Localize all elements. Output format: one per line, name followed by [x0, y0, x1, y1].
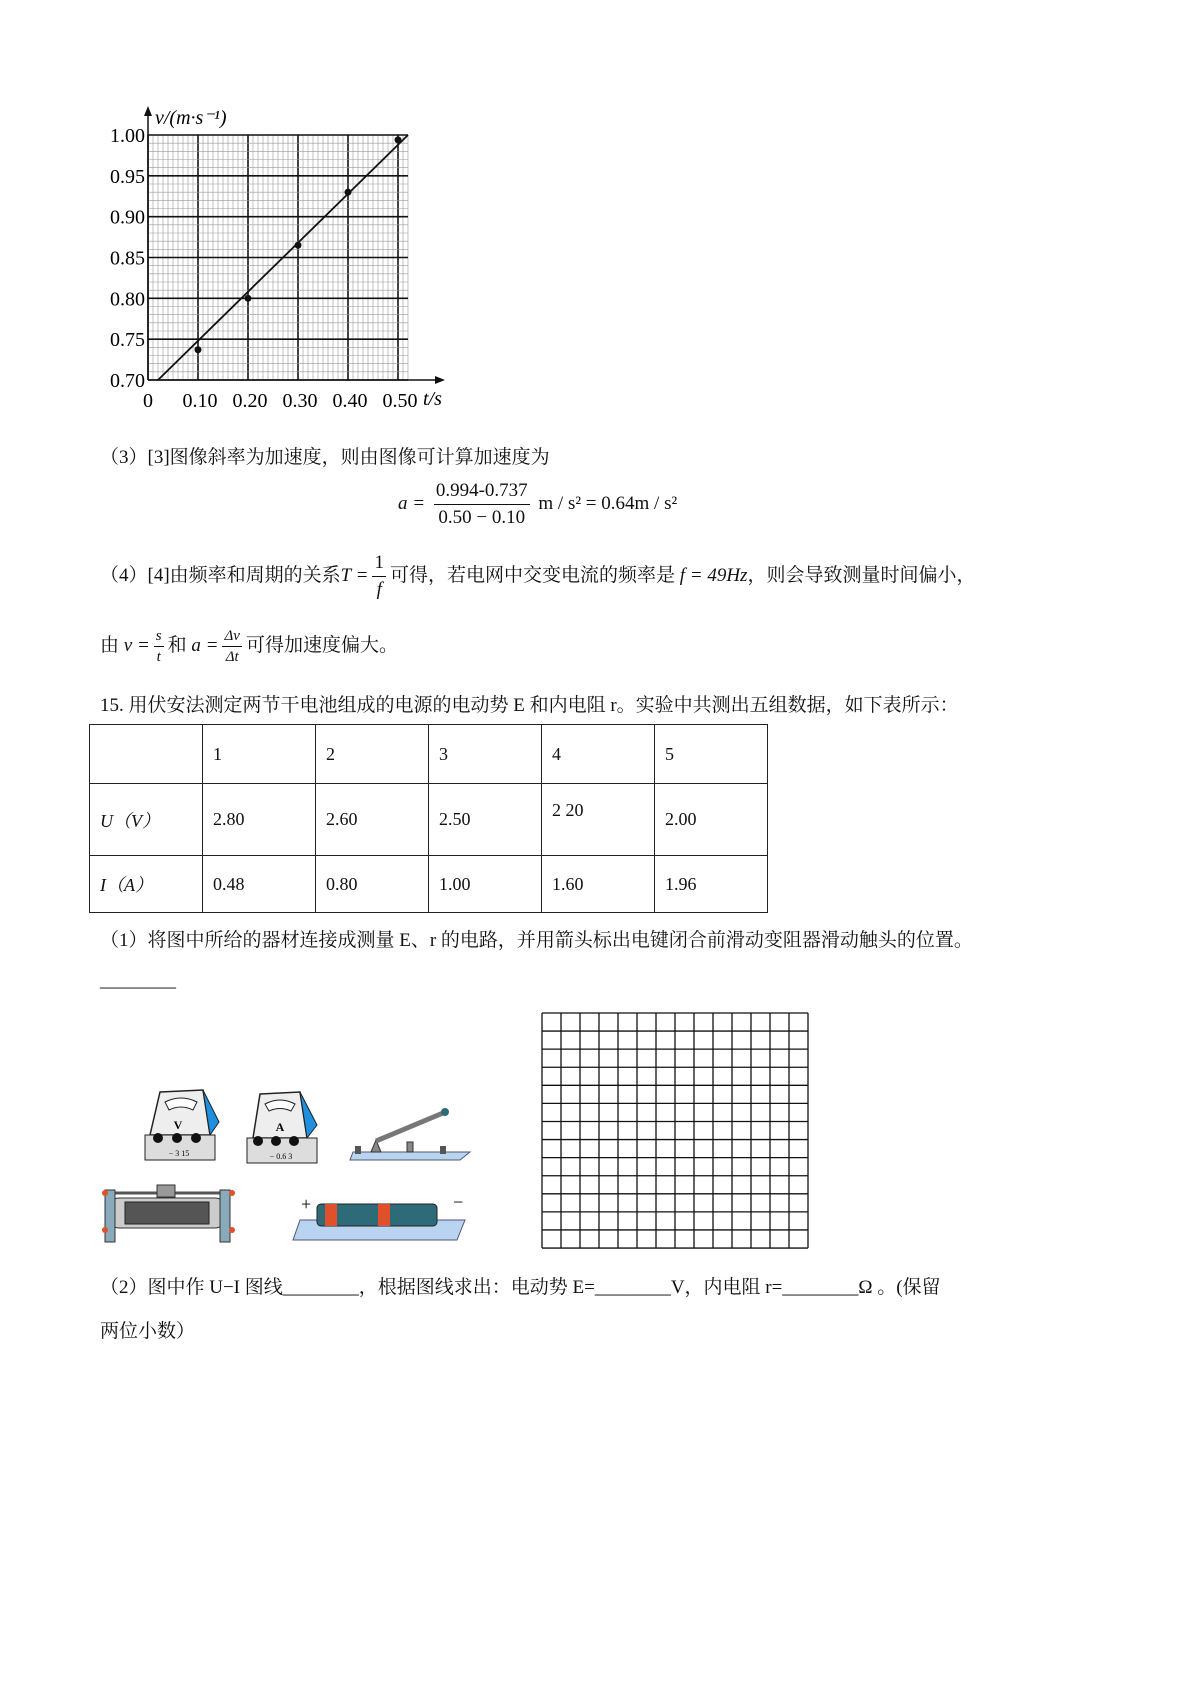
ammeter-icon	[247, 1092, 317, 1163]
y-tick-label: 0.75	[110, 329, 145, 352]
y-tick-label: 0.95	[110, 165, 145, 188]
question-15-part2-cont: 两位小数）	[100, 1321, 196, 1342]
origin-label: 0	[143, 390, 153, 412]
y-axis-arrow	[144, 106, 152, 116]
x-tick-label: 0.40	[332, 390, 368, 412]
table-row	[90, 856, 768, 913]
x-axis-label: t/s	[423, 388, 442, 410]
table-cell: 2 20	[542, 784, 655, 856]
table-cell: 1.60	[542, 856, 655, 913]
ammeter-label: A	[275, 1120, 285, 1134]
part4-conclusion	[100, 626, 398, 667]
table-row	[90, 784, 768, 856]
x-tick-label: 0.30	[282, 390, 318, 412]
table-cell: 2.80	[203, 784, 316, 856]
question-15-part1: （1）将图中所给的器材连接成测量 E、r 的电路，并用箭头标出电键闭合前滑动变阻器滑动触头的位置。	[100, 930, 973, 951]
p4-one: 1	[372, 550, 386, 577]
y-tick-label: 0.85	[110, 247, 145, 270]
table-cell	[90, 725, 203, 784]
y-tick-label: 1.00	[110, 125, 145, 147]
p5-a: 由	[100, 634, 120, 656]
battery-minus-label: −	[453, 1192, 464, 1212]
data-point	[345, 189, 352, 196]
x-tick-label: 0.50	[382, 390, 418, 412]
velocity-time-chart	[95, 100, 455, 420]
y-tick-label: 0.70	[110, 370, 145, 392]
p4-a: （4）[4]由频率和周期的关系	[100, 564, 341, 586]
table-cell: U（V）	[90, 784, 203, 856]
p4-c: ，则会导致测量时间偏小，	[747, 564, 976, 586]
question-15: 15. 用伏安法测定两节干电池组成的电源的电动势 E 和内电阻 r。实验中共测出五组数据，如下表所示：	[100, 695, 959, 716]
data-point	[195, 346, 202, 353]
eq-a: a =	[398, 492, 426, 514]
acceleration-equation	[398, 478, 677, 531]
answer-blank: ________	[100, 970, 176, 991]
rheostat-icon	[102, 1185, 235, 1242]
table-header-row	[90, 725, 768, 784]
p5-aeq: a =	[191, 634, 219, 656]
data-point	[395, 136, 402, 143]
table-cell: 1	[203, 725, 316, 784]
ammeter-terminals: − 0.6 3	[269, 1152, 293, 1161]
switch-icon	[350, 1108, 470, 1160]
p4-f49: f = 49Hz	[679, 564, 748, 586]
data-point	[245, 295, 252, 302]
table-cell: 3	[429, 725, 542, 784]
p5-t: t	[156, 649, 161, 665]
table-cell: 2.50	[429, 784, 542, 856]
p4-T: T =	[340, 564, 369, 586]
data-table	[89, 724, 768, 913]
p5-s: s	[154, 626, 164, 647]
table-cell: 2.00	[655, 784, 768, 856]
y-axis-label: v/(m·s⁻¹)	[155, 107, 227, 129]
voltmeter-label: V	[173, 1118, 183, 1132]
battery-icon	[293, 1192, 465, 1240]
voltmeter-terminals: − 3 15	[168, 1149, 190, 1158]
p5-dv: Δv	[222, 626, 241, 647]
table-cell: 5	[655, 725, 768, 784]
p4-b: 可得，若电网中交变电流的频率是	[389, 564, 675, 586]
p5-dt: Δt	[225, 649, 239, 665]
part3-text: （3）[3]图像斜率为加速度，则由图像可计算加速度为	[100, 447, 550, 468]
p4-f: f	[376, 579, 382, 600]
question-15-part2: （2）图中作 U−I 图线________，根据图线求出：电动势 E=________V，内电阻 r=________Ω 。(保留	[100, 1277, 941, 1298]
table-cell: 2	[316, 725, 429, 784]
p5-v: v =	[123, 634, 150, 656]
x-axis-arrow	[435, 376, 445, 384]
blank-graph-grid	[540, 1011, 812, 1251]
x-tick-label: 0.10	[182, 390, 218, 412]
eq-denominator: 0.50 − 0.10	[438, 507, 526, 528]
table-cell: 1.00	[429, 856, 542, 913]
x-tick-label: 0.20	[232, 390, 268, 412]
eq-result: m / s² = 0.64m / s²	[538, 492, 678, 514]
table-cell: 1.96	[655, 856, 768, 913]
table-cell: 2.60	[316, 784, 429, 856]
voltmeter-icon	[145, 1090, 219, 1160]
data-point	[295, 242, 302, 249]
p5-and: 和	[167, 634, 187, 656]
p5-b: 可得加速度偏大。	[245, 634, 398, 656]
y-tick-label: 0.90	[110, 206, 145, 229]
battery-plus-label: +	[301, 1194, 312, 1214]
part4-text	[100, 550, 975, 603]
table-cell: 4	[542, 725, 655, 784]
eq-numerator: 0.994-0.737	[434, 478, 530, 505]
table-cell: I（A）	[90, 856, 203, 913]
table-cell: 0.48	[203, 856, 316, 913]
equipment-illustration	[95, 1080, 475, 1250]
y-tick-label: 0.80	[110, 288, 145, 311]
table-cell: 0.80	[316, 856, 429, 913]
